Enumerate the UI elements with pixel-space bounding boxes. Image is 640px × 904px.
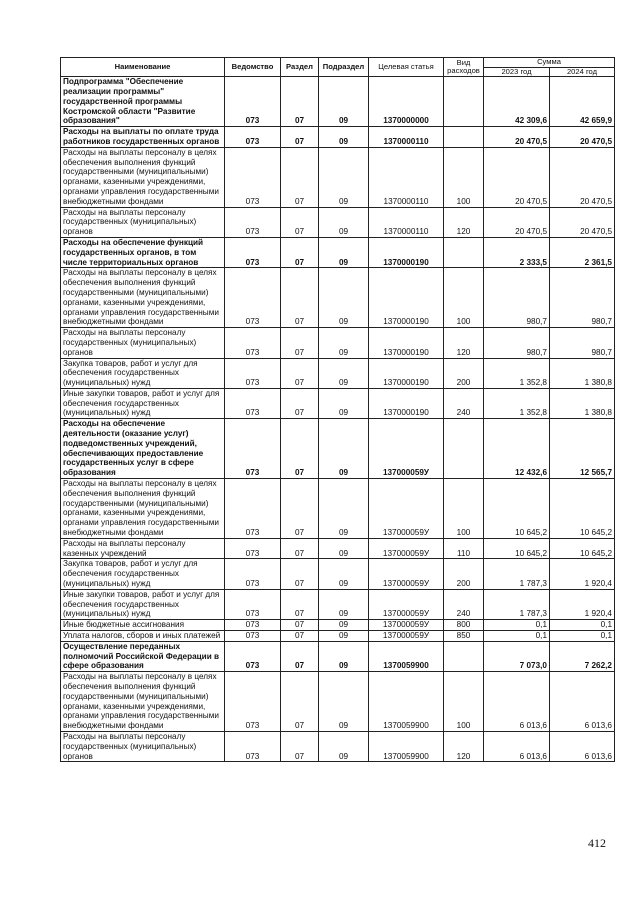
table-row [61,127,615,148]
row-sum-2023: 10 645,2 [484,479,550,539]
row-section: 07 [281,641,319,671]
table-row [61,672,615,732]
row-name: Иные бюджетные ассигнования [61,620,225,631]
row-sum-2024: 42 659,9 [550,77,615,127]
row-sum-2024: 6 013,6 [550,731,615,761]
row-dept: 073 [225,237,281,267]
row-sum-2023: 1 352,8 [484,358,550,388]
row-sum-2024: 10 645,2 [550,479,615,539]
row-dept: 073 [225,672,281,732]
row-subsection: 09 [319,620,369,631]
row-dept: 073 [225,207,281,237]
row-target: 137000059У [369,631,444,642]
row-dept: 073 [225,479,281,539]
row-section: 07 [281,559,319,589]
row-section: 07 [281,479,319,539]
row-sum-2024: 7 262,2 [550,641,615,671]
row-target: 1370000190 [369,358,444,388]
row-name: Расходы на обеспечение функций государственных органов, в том числе территориальных органов [61,237,225,267]
row-section: 07 [281,358,319,388]
row-name: Расходы на выплаты персоналу в целях обеспечения выполнения функций государственными (муниципальными) органами, казенными учреждениями, органами управления государственными внебюджетными фондами [61,672,225,732]
row-exp-type [444,641,484,671]
row-name: Расходы на выплаты персоналу государственных (муниципальных) органов [61,207,225,237]
row-target: 1370000190 [369,237,444,267]
row-target: 137000059У [369,479,444,539]
row-sum-2024: 20 470,5 [550,147,615,207]
row-dept: 073 [225,147,281,207]
row-target: 137000059У [369,620,444,631]
row-sum-2024: 1 920,4 [550,559,615,589]
row-section: 07 [281,419,319,479]
row-sum-2024: 980,7 [550,268,615,328]
row-sum-2024: 0,1 [550,631,615,642]
row-subsection: 09 [319,127,369,148]
row-name: Расходы на выплаты персоналу в целях обеспечения выполнения функций государственными (муниципальными) органами, казенными учреждениями, органами управления государственными внебюджетными фондами [61,268,225,328]
row-subsection: 09 [319,731,369,761]
row-exp-type: 120 [444,328,484,358]
row-sum-2024: 980,7 [550,328,615,358]
row-dept: 073 [225,268,281,328]
row-section: 07 [281,207,319,237]
header-name: Наименование [61,58,225,77]
row-exp-type: 850 [444,631,484,642]
row-dept: 073 [225,631,281,642]
row-sum-2023: 7 073,0 [484,641,550,671]
row-subsection: 09 [319,237,369,267]
row-exp-type [444,127,484,148]
row-sum-2023: 6 013,6 [484,731,550,761]
row-sum-2023: 1 787,3 [484,589,550,619]
row-section: 07 [281,620,319,631]
row-subsection: 09 [319,328,369,358]
row-sum-2024: 1 380,8 [550,358,615,388]
row-sum-2023: 20 470,5 [484,147,550,207]
row-name: Расходы на выплаты персоналу государственных (муниципальных) органов [61,328,225,358]
row-sum-2023: 42 309,6 [484,77,550,127]
row-exp-type: 800 [444,620,484,631]
row-subsection: 09 [319,479,369,539]
row-exp-type [444,419,484,479]
row-exp-type: 100 [444,147,484,207]
row-name: Расходы на выплаты персоналу в целях обеспечения выполнения функций государственными (муниципальными) органами, казенными учреждениями, органами управления государственными внебюджетными фондами [61,147,225,207]
row-sum-2023: 6 013,6 [484,672,550,732]
table-row [61,419,615,479]
header-year-2024: 2024 год [550,67,615,77]
row-sum-2023: 980,7 [484,268,550,328]
row-sum-2024: 20 470,5 [550,207,615,237]
row-target: 137000059У [369,419,444,479]
row-dept: 073 [225,620,281,631]
row-exp-type: 100 [444,268,484,328]
row-target: 137000059У [369,589,444,619]
row-section: 07 [281,589,319,619]
row-dept: 073 [225,538,281,559]
row-exp-type [444,237,484,267]
row-exp-type: 120 [444,731,484,761]
row-name: Расходы на обеспечение деятельности (оказание услуг) подведомственных учреждений, обеспечивающих предоставление государственных услуг в сфере образования [61,419,225,479]
row-subsection: 09 [319,207,369,237]
row-target: 1370000190 [369,268,444,328]
row-subsection: 09 [319,77,369,127]
row-sum-2024: 10 645,2 [550,538,615,559]
row-section: 07 [281,268,319,328]
row-dept: 073 [225,358,281,388]
table-row [61,207,615,237]
row-section: 07 [281,328,319,358]
row-subsection: 09 [319,147,369,207]
row-target: 1370000110 [369,127,444,148]
header-target: Целевая статья [369,58,444,77]
row-section: 07 [281,388,319,418]
row-subsection: 09 [319,631,369,642]
row-name: Подпрограмма "Обеспечение реализации программы" государственной программы Костромской области "Развитие образования" [61,77,225,127]
row-target: 1370000110 [369,147,444,207]
row-section: 07 [281,237,319,267]
row-name: Иные закупки товаров, работ и услуг для обеспечения государственных (муниципальных) нужд [61,589,225,619]
row-section: 07 [281,631,319,642]
row-exp-type: 110 [444,538,484,559]
header-exp-type: Вид расходов [444,58,484,77]
row-dept: 073 [225,328,281,358]
header-dept: Ведомство [225,58,281,77]
row-name: Уплата налогов, сборов и иных платежей [61,631,225,642]
row-subsection: 09 [319,559,369,589]
row-section: 07 [281,672,319,732]
row-exp-type: 100 [444,672,484,732]
table-header-row [61,58,615,68]
header-section: Раздел [281,58,319,77]
row-exp-type: 100 [444,479,484,539]
page-number: 412 [588,836,606,850]
row-target: 1370059900 [369,641,444,671]
table-row [61,538,615,559]
row-target: 1370000190 [369,328,444,358]
row-section: 07 [281,538,319,559]
row-section: 07 [281,731,319,761]
row-dept: 073 [225,641,281,671]
row-section: 07 [281,147,319,207]
table-row [61,147,615,207]
row-sum-2023: 980,7 [484,328,550,358]
row-target: 1370000110 [369,207,444,237]
row-name: Иные закупки товаров, работ и услуг для обеспечения государственных (муниципальных) нужд [61,388,225,418]
header-subsection: Подраздел [319,58,369,77]
row-exp-type: 200 [444,358,484,388]
row-subsection: 09 [319,589,369,619]
table-row [61,388,615,418]
table-row [61,620,615,631]
row-sum-2023: 0,1 [484,620,550,631]
row-dept: 073 [225,731,281,761]
table-row [61,328,615,358]
row-name: Закупка товаров, работ и услуг для обеспечения государственных (муниципальных) нужд [61,559,225,589]
row-sum-2024: 2 361,5 [550,237,615,267]
table-row [61,589,615,619]
row-sum-2024: 12 565,7 [550,419,615,479]
table-row [61,479,615,539]
table-row [61,358,615,388]
table-row [61,631,615,642]
header-sum: Сумма [484,58,615,68]
row-dept: 073 [225,419,281,479]
row-sum-2023: 12 432,6 [484,419,550,479]
row-subsection: 09 [319,358,369,388]
row-sum-2023: 1 352,8 [484,388,550,418]
row-sum-2024: 1 920,4 [550,589,615,619]
row-exp-type: 120 [444,207,484,237]
row-subsection: 09 [319,419,369,479]
row-sum-2023: 1 787,3 [484,559,550,589]
row-dept: 073 [225,77,281,127]
row-target: 1370059900 [369,731,444,761]
table-row [61,559,615,589]
row-sum-2024: 6 013,6 [550,672,615,732]
row-sum-2023: 20 470,5 [484,207,550,237]
row-dept: 073 [225,388,281,418]
row-sum-2023: 2 333,5 [484,237,550,267]
budget-table [60,57,615,762]
table-row [61,237,615,267]
row-subsection: 09 [319,672,369,732]
row-subsection: 09 [319,268,369,328]
row-section: 07 [281,77,319,127]
row-target: 1370000000 [369,77,444,127]
row-sum-2024: 0,1 [550,620,615,631]
row-section: 07 [281,127,319,148]
row-target: 137000059У [369,538,444,559]
row-name: Расходы на выплаты по оплате труда работников государственных органов [61,127,225,148]
header-year-2023: 2023 год [484,67,550,77]
row-dept: 073 [225,127,281,148]
row-name: Закупка товаров, работ и услуг для обеспечения государственных (муниципальных) нужд [61,358,225,388]
row-name: Расходы на выплаты персоналу казенных учреждений [61,538,225,559]
row-exp-type: 240 [444,589,484,619]
row-target: 1370059900 [369,672,444,732]
row-name: Расходы на выплаты персоналу государственных (муниципальных) органов [61,731,225,761]
row-target: 1370000190 [369,388,444,418]
row-exp-type: 200 [444,559,484,589]
table-row [61,77,615,127]
row-dept: 073 [225,589,281,619]
row-dept: 073 [225,559,281,589]
table-body [61,77,615,762]
row-sum-2024: 1 380,8 [550,388,615,418]
row-subsection: 09 [319,641,369,671]
row-exp-type [444,77,484,127]
row-subsection: 09 [319,538,369,559]
table-row [61,731,615,761]
row-sum-2023: 20 470,5 [484,127,550,148]
row-subsection: 09 [319,388,369,418]
row-target: 137000059У [369,559,444,589]
row-sum-2024: 20 470,5 [550,127,615,148]
row-sum-2023: 0,1 [484,631,550,642]
row-name: Осуществление переданных полномочий Российской Федерации в сфере образования [61,641,225,671]
table-row [61,268,615,328]
row-sum-2023: 10 645,2 [484,538,550,559]
table-row [61,641,615,671]
row-exp-type: 240 [444,388,484,418]
row-name: Расходы на выплаты персоналу в целях обеспечения выполнения функций государственными (муниципальными) органами, казенными учреждениями, органами управления государственными внебюджетными фондами [61,479,225,539]
